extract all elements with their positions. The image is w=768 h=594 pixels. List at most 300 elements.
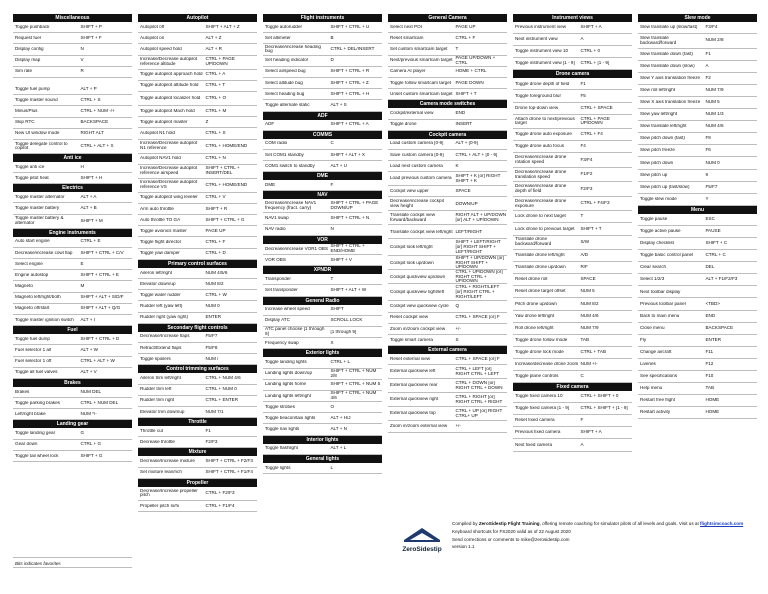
shortcut-row [263, 244, 382, 255]
key-binding: SCROLL LOCK [330, 318, 363, 323]
action-label: Toggle smart camera [390, 337, 433, 342]
key-binding: CTRL + TAB [580, 349, 607, 354]
action-label: Cockpit look up/down [390, 260, 434, 265]
key-binding: F5 [580, 93, 586, 98]
key-binding: R/F [580, 265, 588, 270]
key-binding: SHIFT + CTRL + F2/F3 [205, 459, 253, 464]
key-binding: S [455, 337, 459, 342]
shortcut-row [388, 211, 507, 225]
action-label: Reset cockpit view [390, 315, 429, 320]
shortcut-row [513, 311, 632, 323]
shortcut-row [638, 145, 757, 157]
shortcut-row [13, 368, 132, 379]
action-label: Select heading bug [265, 91, 305, 96]
key-binding: PAUSE [705, 229, 721, 234]
section-header: Fixed camera [513, 383, 632, 391]
action-label: Slew translate backward/forward [640, 36, 677, 45]
action-label: Slew X axis translation freeze [640, 100, 701, 105]
key-binding: F3/F4 [705, 25, 718, 30]
key-binding: PAGE UP [455, 24, 476, 29]
action-label: Autopilot speed hold [140, 47, 182, 52]
action-label: Toggle drone lock mode [515, 349, 564, 354]
action-label: Magneto left/right/both [15, 295, 61, 300]
key-binding: CTRL + RIGHT/LEFT [or] RIGHT CTRL + RIGHT/LEFT [455, 285, 500, 299]
key-binding: A [580, 37, 584, 42]
action-label: DME [265, 182, 276, 187]
key-binding: M [80, 284, 85, 289]
key-binding: SHIFT + A [580, 25, 602, 30]
action-label: Set COM1 standby [265, 152, 304, 157]
shortcut-row [388, 421, 507, 432]
key-binding: NUM 8/2 [580, 301, 599, 306]
shortcut-row [513, 153, 632, 168]
key-binding: SHIFT + CTRL + D [80, 336, 120, 341]
key-binding: CTRL + D [205, 251, 226, 256]
section-header: NAV [263, 191, 382, 199]
key-binding: SHIFT + ALT + Z [205, 24, 240, 29]
shortcut-row [138, 70, 257, 81]
key-binding: F4 [580, 144, 586, 149]
action-label: Display config [15, 47, 44, 52]
action-label: Reset external view [390, 356, 431, 361]
key-binding: SHIFT + CTRL + R [330, 69, 370, 74]
key-binding: L [330, 465, 333, 470]
key-binding: CTRL + RIGHT [or] RIGHT CTRL + RIGHT [455, 395, 503, 404]
action-label: Select 1/2/3 [640, 277, 665, 282]
shortcut-row [13, 22, 132, 33]
shortcut-row [388, 313, 507, 324]
shortcut-row [138, 279, 257, 290]
shortcut-row [513, 274, 632, 286]
shortcut-row [263, 338, 382, 349]
key-binding: PAGE DOWN [455, 80, 484, 85]
key-binding: NUM 5 [705, 100, 720, 105]
action-label: Set heading indicator [265, 58, 309, 63]
shortcut-row [638, 407, 757, 419]
shortcut-row [138, 249, 257, 260]
shortcut-row [513, 335, 632, 347]
key-binding: [1 through 9] [330, 329, 357, 334]
key-binding: RIGHT ALT [80, 131, 104, 136]
action-label: Decrease/increase NAV1 frequency (fract. carry) [265, 201, 317, 210]
shortcut-row [263, 33, 382, 44]
shortcut-row [388, 33, 507, 44]
key-binding: CTRL + W [205, 292, 227, 297]
key-binding: SHIFT + CTRL + G [205, 217, 245, 222]
key-binding: G [80, 431, 85, 436]
shortcut-row [638, 194, 757, 206]
shortcut-row [13, 203, 132, 214]
shortcut-row [638, 238, 757, 250]
shortcut-row [263, 327, 382, 338]
action-label: Reset fixed camera [515, 418, 555, 423]
action-label: Auto throttle TO GA [140, 217, 181, 222]
shortcut-row [138, 396, 257, 407]
shortcut-row [138, 165, 257, 179]
shortcut-row [513, 236, 632, 251]
shortcut-row [388, 22, 507, 33]
shortcut-row [638, 250, 757, 262]
action-label: Auto start engine [15, 239, 50, 244]
section-header: Flight instruments [263, 14, 382, 22]
key-binding: CTRL + UP/DOWN [or] RIGHT CTRL + UP/DOWN [455, 269, 503, 284]
shortcut-row [513, 168, 632, 183]
action-label: Attach drone to next/previous target [515, 116, 575, 126]
shortcut-row [13, 44, 132, 55]
shortcut-row [13, 33, 132, 44]
key-binding: F5/F7 [205, 334, 218, 339]
action-label: Close menu [640, 325, 665, 330]
key-binding: CTRL + PAGE UP/DOWN [580, 116, 610, 126]
key-binding: C [330, 141, 334, 146]
key-binding: CTRL + 0 [580, 49, 601, 54]
key-binding: F10 [705, 374, 714, 379]
action-label: Autopilot on [140, 35, 165, 40]
column-5 [513, 14, 632, 594]
action-label: Cockpit view quickview cycle [390, 304, 449, 309]
action-label: Autopilot NAV1 hold [140, 156, 181, 161]
shortcut-row [138, 81, 257, 92]
section-header: General lights [263, 455, 382, 463]
shortcut-row [13, 84, 132, 95]
shortcut-row [13, 281, 132, 292]
shortcut-row [138, 33, 257, 44]
shortcut-row [638, 298, 757, 310]
action-label: Minus/Plus [15, 109, 38, 113]
action-label: Cockpit quickview up/down [390, 274, 446, 279]
key-binding: NUM 7/9 [580, 325, 599, 330]
action-label: Load next custom camera [390, 163, 443, 168]
action-label: Slew translate left/right [640, 124, 687, 129]
key-binding: V [80, 58, 84, 63]
action-label: Request fuel [15, 35, 41, 40]
shortcut-row [388, 335, 507, 346]
key-binding: ALT + Z [205, 35, 222, 40]
key-binding: ALT + P [80, 86, 97, 91]
key-binding: CTRL + V [205, 195, 226, 200]
section-header: Anti ice [13, 154, 132, 162]
action-label: VOR OBS [265, 257, 286, 262]
key-binding: SHIFT + CTRL + H [330, 91, 370, 96]
action-label: Save custom camera [0-9] [390, 152, 444, 157]
shortcut-row [638, 311, 757, 323]
shortcut-row [138, 22, 257, 33]
action-label: Retract/Extend flaps [140, 345, 182, 350]
shortcut-row [263, 424, 382, 435]
key-binding: END [705, 313, 716, 318]
shortcut-row [138, 437, 257, 448]
action-label: Rudder right (yaw right) [140, 315, 188, 320]
key-binding: Y [705, 196, 709, 201]
shortcut-row [13, 428, 132, 439]
shortcut-row [13, 270, 132, 281]
shortcut-row [388, 197, 507, 211]
key-binding: F2 [705, 75, 711, 80]
section-header: Instrument views [513, 14, 632, 22]
shortcut-row [13, 409, 132, 420]
key-binding: E [80, 261, 84, 266]
shortcut-row [138, 456, 257, 467]
key-binding: ALT + L [330, 446, 347, 451]
key-binding: CTRL + F4 [580, 132, 603, 137]
shortcut-row [638, 170, 757, 182]
shortcut-row [513, 197, 632, 212]
shortcut-row [13, 304, 132, 315]
action-label: Toggle autorudder [265, 24, 303, 29]
key-binding: T [330, 276, 334, 281]
shortcut-row [138, 290, 257, 301]
shortcut-row [263, 56, 382, 67]
action-label: See specifications [640, 374, 678, 379]
action-label: Slew Y axis translation freeze [640, 75, 701, 80]
shortcut-row [513, 403, 632, 415]
action-label: Drone top-down view [515, 105, 559, 110]
credits-text: Compiled by ZeroSidestip Flight Training, offering remote coaching for simulator pilots of all levels and goals. Visit us at flightsimcoach.com Keyboard shortcuts for FS2020 valid as of 22 August 2020 Send corrections or comments to mike@zerosidestip.com version 1.1 [452, 521, 744, 550]
shortcut-row [138, 301, 257, 312]
action-label: Translate drone up/down [515, 265, 566, 270]
section-header: Camera mode switches [388, 100, 507, 108]
key-binding: NUM 0 [205, 304, 220, 309]
shortcut-row [513, 141, 632, 153]
key-binding: C [580, 374, 584, 379]
action-label: Next toolbar display [640, 289, 681, 294]
key-binding: SHIFT + CTRL + PAGE DOWN/UP [330, 201, 379, 210]
shortcut-row [263, 139, 382, 150]
shortcut-row [388, 239, 507, 256]
action-label: COM1 switch to standby [265, 163, 315, 168]
key-binding: TAB [705, 386, 715, 391]
shortcut-row [13, 162, 132, 173]
key-binding: NUM / [205, 356, 219, 361]
shortcut-row [138, 268, 257, 279]
action-label: Slew translate down (fast) [640, 51, 693, 56]
action-label: Toggle follow smartcam target [390, 80, 452, 85]
action-label: External quickview right [390, 397, 439, 402]
key-binding: SHIFT + CTRL + A [330, 122, 369, 127]
key-binding: ALT + N [330, 427, 347, 432]
key-binding: CTRL + SPACE [580, 105, 613, 110]
shortcut-row [638, 323, 757, 335]
logo-wordmark: ZeroSidestip [402, 546, 442, 553]
shortcut-row [388, 139, 507, 150]
key-binding: SHIFT + CTRL + U [330, 24, 370, 29]
action-label: Arm auto throttle [140, 206, 174, 211]
shortcut-row [263, 316, 382, 327]
shortcut-row [138, 343, 257, 354]
key-binding: ALT + S [330, 103, 347, 107]
action-label: Toggle all fuel valves [15, 370, 58, 375]
key-binding: SHIFT + H [80, 175, 103, 180]
key-binding: F5/F8 [205, 345, 218, 350]
shortcut-row [388, 354, 507, 365]
action-label: Slew pitch down (fast) [640, 136, 685, 141]
key-binding: N [80, 47, 84, 52]
key-binding: DEL [705, 265, 715, 270]
action-label: Toggle water rudder [140, 292, 181, 297]
key-binding: ALT + F1/F2/F3 [705, 277, 738, 282]
website-link[interactable]: flightsimcoach.com [700, 521, 744, 526]
shortcut-row [513, 359, 632, 371]
action-label: Set custom smartcam target [390, 47, 448, 52]
key-binding: SHIFT + CTRL + NUM 4/6 [330, 391, 377, 400]
action-label: Rudder left (yaw left) [140, 304, 183, 309]
key-binding: CTRL + C [705, 253, 726, 258]
shortcut-row [513, 46, 632, 58]
shortcut-row [13, 129, 132, 140]
key-binding: ALT + I [80, 317, 95, 322]
key-binding: SHIFT + R [205, 206, 228, 211]
shortcut-row [138, 92, 257, 106]
action-label: Next/previous smartcam target [390, 58, 453, 63]
shortcut-row [13, 451, 132, 462]
key-binding: B [330, 35, 334, 40]
shortcut-row [388, 89, 507, 100]
key-binding: NUM 4/6 [705, 124, 724, 129]
action-label: Select engine [15, 261, 43, 266]
shortcut-row [263, 255, 382, 266]
action-label: Toggle delegate control to copilot [15, 141, 68, 151]
key-binding: CTRL + [1 - 9] [580, 61, 610, 66]
shortcut-row [638, 34, 757, 49]
section-header: Fuel [13, 326, 132, 334]
action-label: Toggle anti ice [15, 164, 45, 169]
action-label: Display checklist [640, 241, 674, 246]
key-binding: CTRL + S [80, 97, 101, 102]
action-label: Toggle active pause [640, 229, 681, 234]
shortcut-row [138, 117, 257, 128]
action-label: Sim rate [15, 69, 33, 74]
action-label: Aileron trim left/right [140, 376, 181, 380]
action-label: Toggle instrument view [1 - 9] [515, 61, 575, 66]
shortcut-row [263, 44, 382, 55]
shortcut-row [138, 354, 257, 365]
action-label: Landing lights down/up [265, 371, 312, 376]
shortcut-row [638, 383, 757, 395]
action-label: Yaw drone left/right [515, 313, 555, 318]
key-binding: A [580, 442, 584, 447]
key-binding: CTRL + NUM 4/6 [205, 376, 241, 380]
action-label: Toggle autopilot approach hold [140, 72, 203, 77]
key-binding: F3/F4 [580, 157, 593, 162]
shortcut-row [13, 192, 132, 203]
section-header: General Camera [388, 14, 507, 22]
action-label: Increase/Decrease autopilot reference altitude [140, 57, 198, 67]
action-label: Decrease/increase drone exposure [515, 198, 567, 208]
action-label: Zoom in/zoom external view [390, 424, 448, 429]
action-label: Toggle beacon/taxi lights [265, 415, 316, 420]
action-label: Toggle parking brakes [15, 400, 60, 405]
action-label: Set altimeter [265, 35, 291, 40]
shortcut-row [263, 369, 382, 380]
shortcut-row [388, 120, 507, 131]
key-binding: NUM 7/9 [705, 88, 724, 93]
section-header: Electrics [13, 184, 132, 192]
key-binding: ENTER [205, 315, 222, 320]
key-binding: H [80, 164, 84, 169]
action-label: Camera AI player [390, 69, 426, 74]
key-binding: CTRL + LEFT [or] RIGHT CTRL + LEFT [455, 367, 500, 376]
action-label: Help menu [640, 386, 663, 391]
shortcut-row [638, 182, 757, 194]
key-binding: O [330, 404, 335, 409]
shortcut-row [263, 444, 382, 455]
shortcut-row [13, 95, 132, 106]
action-label: Lock drone to previous target [515, 226, 575, 231]
shortcut-row [263, 120, 382, 131]
shortcut-row [388, 324, 507, 335]
key-binding: HOME + CTRL [455, 69, 487, 74]
shortcut-row [263, 285, 382, 296]
action-label: Toggle pitot heat [15, 175, 49, 180]
shortcut-row [138, 313, 257, 324]
shortcut-row [388, 270, 507, 284]
shortcut-row [513, 78, 632, 90]
shortcut-row [13, 357, 132, 368]
action-label: External quickview left [390, 369, 436, 374]
shortcut-row [638, 262, 757, 274]
key-binding: ENTER [705, 337, 722, 342]
shortcut-row [388, 407, 507, 421]
shortcut-row [513, 286, 632, 298]
shortcut-row [13, 387, 132, 398]
action-label: Decrease/increase VOR1 OBS [265, 246, 329, 251]
action-label: Propeller pitch lo/hi [140, 503, 180, 508]
key-binding: T [455, 47, 459, 52]
key-binding: SHIFT + CTRL + N [330, 216, 370, 221]
key-binding: +/- [455, 424, 461, 429]
action-label: Change aircraft [640, 349, 672, 354]
key-binding: DOWN/UP [455, 201, 478, 206]
shortcut-row [638, 73, 757, 85]
shortcut-row [13, 398, 132, 409]
section-header: DME [263, 172, 382, 180]
key-binding: F6 [705, 148, 711, 153]
action-label: Toggle autopilot Mach hold [140, 108, 195, 113]
key-binding: NUM */- [80, 411, 97, 416]
shortcut-row [388, 150, 507, 161]
action-label: Left/right brake [15, 411, 46, 416]
action-label: Translate cockpit view forward/backward [390, 213, 436, 222]
key-binding: SPACE [580, 277, 596, 282]
shortcut-row [513, 415, 632, 427]
shortcut-row [638, 97, 757, 109]
shortcut-row [388, 44, 507, 55]
action-label: Toggle drone auto exposure [515, 132, 572, 137]
shortcut-row [388, 301, 507, 312]
action-label: Skip RTC [15, 120, 35, 125]
action-label: Fuel selector 1 all [15, 348, 52, 352]
key-binding: CTRL + M [205, 108, 227, 113]
action-label: Cockpit quickview right/left [390, 290, 445, 295]
key-binding: SHIFT + K [or] RIGHT SHIFT + K [455, 173, 501, 183]
section-header: Control trimming surfaces [138, 365, 257, 373]
shortcut-row [138, 215, 257, 226]
section-header: Exterior lights [263, 349, 382, 357]
shortcut-row [13, 215, 132, 229]
shortcut-row [638, 335, 757, 347]
key-binding: CTRL + F4/F3 [580, 201, 610, 206]
action-label: Landing lights home [265, 382, 307, 387]
action-label: Toggle fixed camera 10 [515, 394, 563, 399]
action-label: Toggle autopilot wing leveler [140, 195, 198, 200]
key-binding: SHIFT + LEFT/RIGHT [or] RIGHT SHIFT + LEFT/RIGHT [455, 240, 501, 254]
shortcut-row [513, 439, 632, 451]
shortcut-row [388, 393, 507, 407]
key-binding: CTRL + L [330, 360, 351, 364]
shortcut-row [513, 262, 632, 274]
action-label: Load custom camera [0-9] [390, 141, 444, 146]
shortcut-row [388, 161, 507, 172]
